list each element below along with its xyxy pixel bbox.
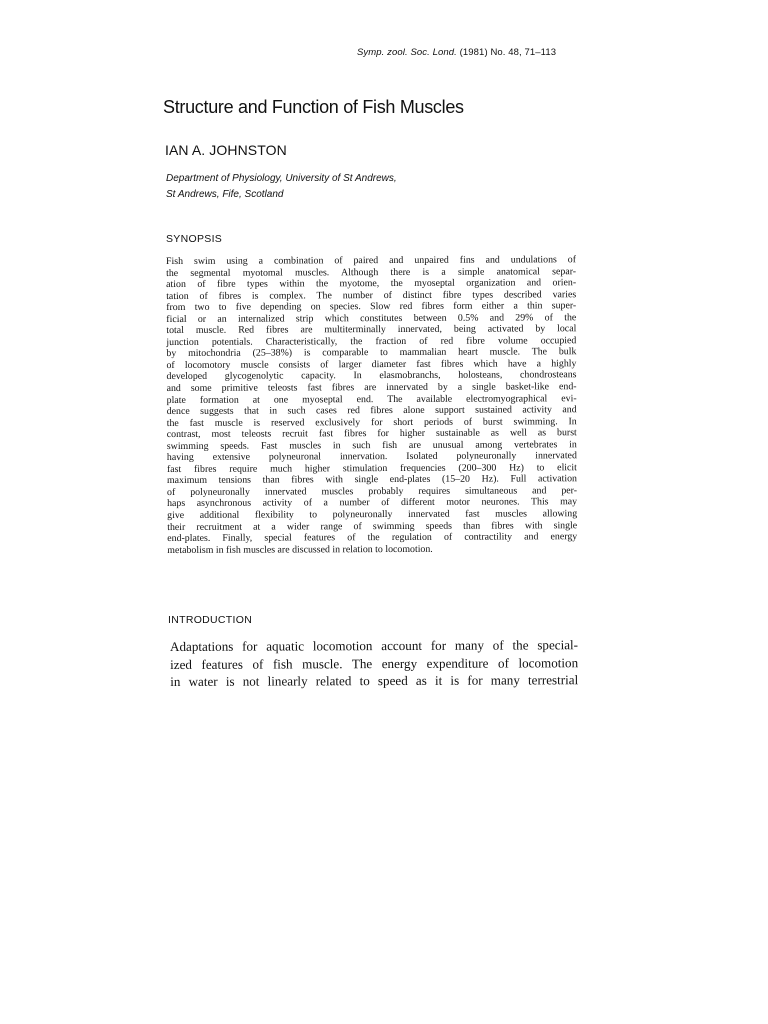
synopsis-line: their recruitment at a wider range of swimming speeds than fibres with single [167,519,578,533]
author-name: IAN A. JOHNSTON [165,142,287,158]
synopsis-line: the fast muscle is reserved exclusively for short periods of burst swimming. In [166,415,577,429]
affiliation-line-2: St Andrews, Fife, Scotland [166,189,284,200]
synopsis-line: fast fibres require much higher stimulation frequencies (200–300 Hz) to elicit [166,462,577,475]
synopsis-line: the segmental myotomal muscles. Although there is a simple anatomical separ- [166,265,577,279]
synopsis-line: ficial or an internalized strip which constitutes between 0.5% and 29% of the [166,311,577,325]
journal-year: (1981) [459,47,488,58]
synopsis-line: metabolism in fish muscles are discussed in relation to locomotion. [167,543,433,556]
synopsis-line: ation of fibre types within the myotome, the myoseptal organization and orien- [166,277,577,291]
author-affiliation [166,171,397,203]
synopsis-line: of polyneuronally innervated muscles probably requires simultaneous and per- [167,485,578,498]
synopsis-line: haps asynchronous activity of a number of different motor neurones. This may [167,496,578,510]
synopsis-line: contrast, most teleosts recruit fast fibres for higher sustainable as well as burst [166,427,577,441]
journal-name: Symp. zool. Soc. Lond. [357,47,457,58]
introduction-paragraph [170,636,578,690]
synopsis-line: tation of fibres is complex. The number of distinct fibre types described varies [166,288,577,302]
introduction-line: Adaptations for aquatic locomotion account for many of the special- [170,637,579,654]
synopsis-line: give additional flexibility to polyneuronally innervated fast muscles allowing [167,508,578,522]
introduction-line: ized features of fish muscle. The energy expenditure of locomotion [170,654,579,672]
journal-issue-pages: No. 48, 71–113 [490,47,557,58]
synopsis-heading: SYNOPSIS [166,233,223,245]
paper-title: Structure and Function of Fish Muscles [163,97,464,117]
synopsis-line: having extensive polyneuronal innervation. Isolated polyneuronally innervated [166,450,577,464]
introduction-line: in water is not linearly related to speed as it is for many terrestrial [170,672,579,689]
synopsis-line: Fish swim using a combination of paired and unpaired fins and undulations of [166,254,577,267]
synopsis-line: dence suggests that in such cases red fibres alone support sustained activity and [166,404,577,418]
synopsis-line: end-plates. Finally, special features of the regulation of contractility and energy [167,531,578,545]
synopsis-line: developed glycogenolytic capacity. In elasmobranchs, holosteans, chondrosteans [166,369,577,383]
introduction-heading: INTRODUCTION [168,614,253,626]
synopsis-line: junction potentials. Characteristically, the fraction of red fibre volume occupied [166,335,577,348]
journal-reference [357,47,587,58]
synopsis-line: maximum tensions than fibres with single end-plates (15–20 Hz). Full activation [166,473,578,487]
synopsis-paragraph [166,254,577,556]
synopsis-line: of locomotory muscle consists of larger diameter fast fibres which have a highly [166,358,577,371]
synopsis-line: swimming speeds. Fast muscles in such fish are unusual among vertebrates in [166,438,577,452]
synopsis-line: by mitochondria (25–38%) is comparable to mammalian heart muscle. The bulk [166,346,577,360]
synopsis-line: plate formation at one myoseptal end. The available electromyographical evi- [166,392,577,406]
synopsis-line: from two to five depending on species. Slow red fibres form either a thin super- [166,300,577,314]
synopsis-line: total muscle. Red fibres are multiterminally innervated, being activated by local [166,323,577,337]
affiliation-line-1: Department of Physiology, University of St Andrews, [166,173,397,184]
synopsis-line: and some primitive teleosts fast fibres are innervated by a single basket-like end- [166,381,577,395]
